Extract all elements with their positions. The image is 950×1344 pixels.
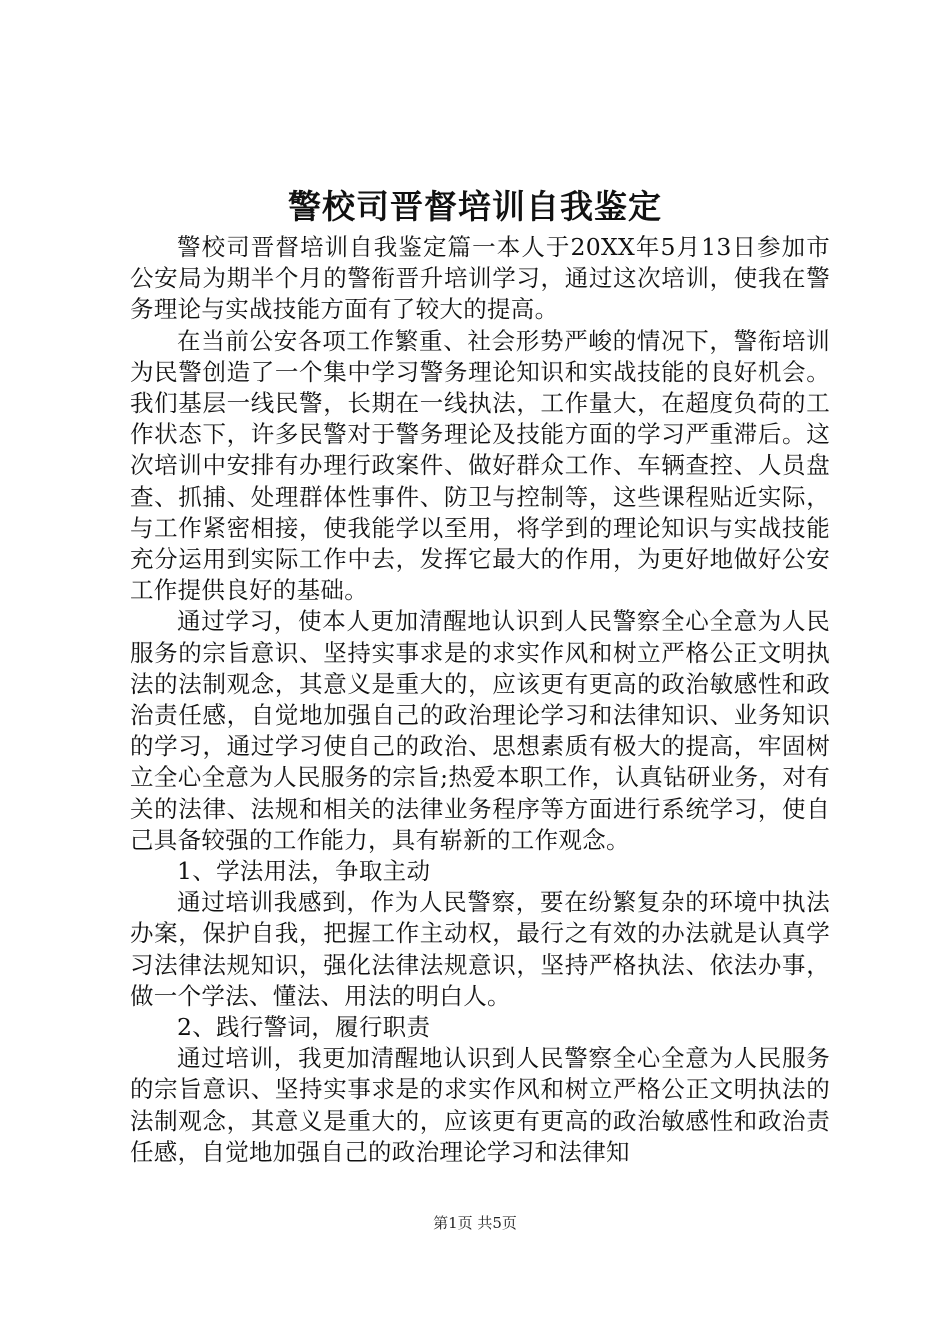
paragraph-intro: 警校司晋督培训自我鉴定篇一本人于20XX年5月13日参加市公安局为期半个月的警衔晋升培训学习，通过这次培训，使我在警务理论与实战技能方面有了较大的提高。 [130, 233, 830, 324]
paragraph-learning-outcome: 通过学习，使本人更加清醒地认识到人民警察全心全意为人民服务的宗旨意识、坚持实事求是的求实作风和树立严格公正文明执法的法制观念，其意义是重大的，应该更有更高的政治敏感性和政治责任感，自觉地加强自己的政治理论学习和法律知识、业务知识的学习，通过学习使自己的政治、思想素质有极大的提高，牢固树立全心全意为人民服务的宗旨;热爱本职工作，认真钻研业务，对有关的法律、法规和相关的法律业务程序等方面进行系统学习，使自己具备较强的工作能力，具有崭新的工作观念。 [130, 607, 830, 854]
document-title: 警校司晋督培训自我鉴定 [288, 187, 662, 226]
section-heading-1: 1、学法用法，争取主动 [177, 857, 431, 886]
page-footer: 第1页 共5页 [433, 1214, 517, 1232]
document-body [130, 232, 830, 1168]
paragraph-training-background: 在当前公安各项工作繁重、社会形势严峻的情况下，警衔培训为民警创造了一个集中学习警务理论知识和实战技能的良好机会。我们基层一线民警，长期在一线执法，工作量大，在超度负荷的工作状态下，许多民警对于警务理论及技能方面的学习严重滞后。这次培训中安排有办理行政案件、做好群众工作、车辆查控、人员盘查、抓捕、处理群体性事件、防卫与控制等，这些课程贴近实际，与工作紧密相接，使我能学以至用，将学到的理论知识与实战技能充分运用到实际工作中去，发挥它最大的作用，为更好地做好公安工作提供良好的基础。 [130, 326, 830, 605]
paragraph-section-1: 通过培训我感到，作为人民警察，要在纷繁复杂的环境中执法办案，保护自我，把握工作主动权，最行之有效的办法就是认真学习法律法规知识，强化法律法规意识，坚持严格执法、依法办事，做一个学法、懂法、用法的明白人。 [130, 888, 830, 1010]
section-heading-2: 2、践行警词，履行职责 [177, 1013, 431, 1042]
paragraph-section-2: 通过培训，我更加清醒地认识到人民警察全心全意为人民服务的宗旨意识、坚持实事求是的求实作风和树立严格公正文明执法的法制观念，其意义是重大的，应该更有更高的政治敏感性和政治责任感，自觉地加强自己的政治理论学习和法律知 [130, 1044, 830, 1166]
